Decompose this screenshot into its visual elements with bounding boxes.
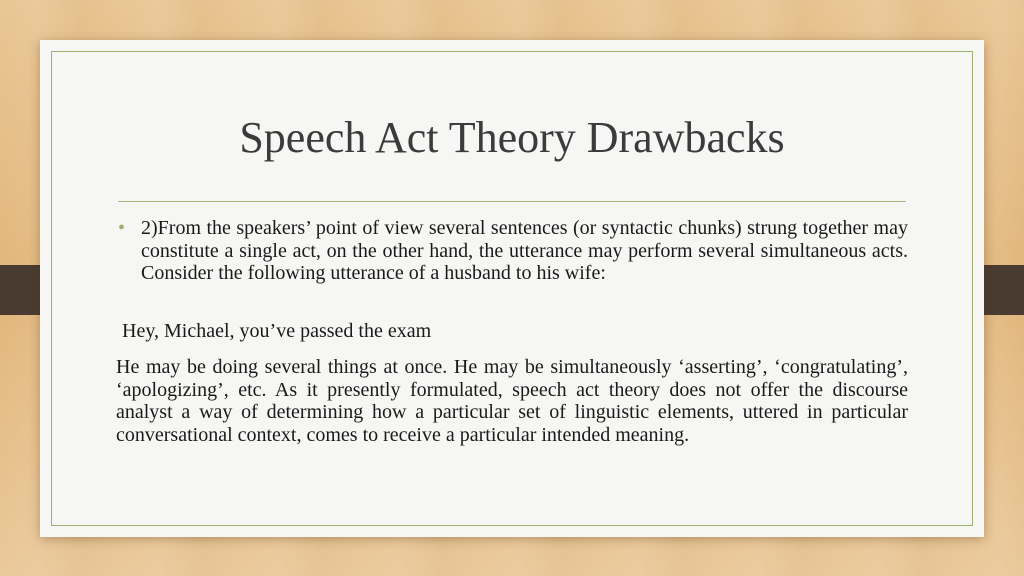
bullet-text: 2)From the speakers’ point of view several sentences (or syntactic chunks) strung together may constitute a single act, on the other hand, the utterance may perform several simultaneous acts. Consider the following utterance of a husband to his wife:: [141, 217, 908, 284]
bullet-dot-icon: •: [118, 217, 126, 239]
example-utterance: Hey, Michael, you’ve passed the exam: [122, 320, 432, 342]
slide-card: [40, 40, 984, 537]
title-divider: [118, 201, 906, 202]
bullet-item: [118, 217, 908, 285]
body-paragraph: He may be doing several things at once. He may be simultaneously ‘asserting’, ‘congratulating’, ‘apologizing’, etc. As it presently formulated, speech act theory does not offer the discourse analyst a way of determining how a particular set of linguistic elements, uttered in particular conversational context, comes to receive a particular intended meaning.: [116, 356, 908, 446]
slide-title: Speech Act Theory Drawbacks: [239, 113, 785, 162]
